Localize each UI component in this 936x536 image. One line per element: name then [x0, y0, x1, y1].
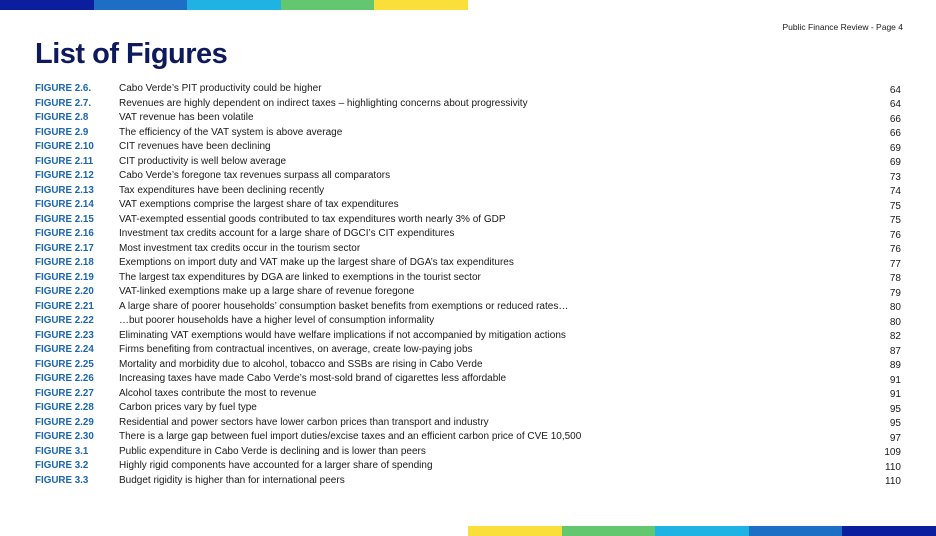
figure-entry[interactable]: [35, 140, 901, 155]
bottom-color-stripe: [468, 526, 936, 536]
figure-number: FIGURE 2.8: [35, 112, 89, 123]
figure-title: Public expenditure in Cabo Verde is declining and is lower than peers: [119, 445, 426, 457]
figure-page-number: 95: [889, 418, 901, 429]
stripe-segment: [562, 526, 656, 536]
figure-number: FIGURE 2.7.: [35, 97, 92, 109]
figure-entry[interactable]: [35, 271, 901, 286]
figure-page-number: 87: [889, 345, 901, 357]
figure-page-number: 91: [889, 374, 901, 386]
stripe-segment: [0, 0, 94, 10]
figure-page-number: 76: [889, 244, 901, 255]
figure-page-number: 77: [889, 258, 901, 270]
figure-page-number: 74: [889, 186, 901, 197]
figure-page-number: 82: [889, 331, 901, 342]
figure-title: Budget rigidity is higher than for international peers: [119, 474, 345, 486]
figure-entry[interactable]: [35, 198, 901, 213]
figure-number: FIGURE 2.27: [35, 387, 94, 399]
figure-title: Cabo Verde’s PIT productivity could be higher: [119, 83, 322, 94]
figure-page-number: 80: [889, 316, 901, 328]
figure-title: Tax expenditures have been declining recently: [119, 184, 325, 196]
page-title: List of Figures: [35, 38, 228, 70]
figure-entry[interactable]: [35, 82, 901, 97]
figure-page-number: 95: [889, 403, 901, 415]
figure-entry[interactable]: [35, 111, 901, 126]
figure-entry[interactable]: [35, 227, 901, 242]
figure-entry[interactable]: [35, 474, 901, 489]
figure-title: CIT productivity is well below average: [119, 155, 287, 167]
figure-number: FIGURE 2.17: [35, 242, 94, 254]
figure-number: FIGURE 2.11: [35, 155, 94, 167]
figure-entry[interactable]: [35, 256, 901, 271]
figure-page-number: 110: [885, 461, 901, 473]
stripe-segment: [187, 0, 281, 10]
figure-entry[interactable]: [35, 169, 901, 184]
figure-entry[interactable]: [35, 97, 901, 112]
figure-page-number: 69: [889, 157, 901, 168]
figure-page-number: 110: [885, 476, 901, 487]
figure-title: A large share of poorer households’ consumption basket benefits from exemptions or reduced rates…: [119, 300, 569, 312]
figure-number: FIGURE 2.30: [35, 431, 94, 442]
figure-entry[interactable]: [35, 372, 901, 387]
stripe-segment: [749, 526, 843, 536]
figure-entry[interactable]: [35, 300, 901, 315]
figure-page-number: 89: [889, 360, 901, 371]
figure-entry[interactable]: [35, 401, 901, 416]
figure-title: The largest tax expenditures by DGA are linked to exemptions in the tourist sector: [119, 271, 481, 283]
figure-number: FIGURE 2.19: [35, 271, 94, 283]
figure-title: VAT-exempted essential goods contributed to tax expenditures worth nearly 3% of GDP: [119, 213, 506, 225]
top-color-stripe: [0, 0, 468, 10]
figure-title: VAT exemptions comprise the largest share of tax expenditures: [119, 199, 399, 210]
figure-entry[interactable]: [35, 184, 901, 199]
figure-page-number: 64: [889, 84, 901, 96]
figure-page-number: 78: [889, 273, 901, 284]
figure-page-number: 79: [889, 287, 901, 299]
figure-title: Investment tax credits account for a large share of DGCI’s CIT expenditures: [119, 228, 455, 239]
figure-entry[interactable]: [35, 285, 901, 300]
figure-title: There is a large gap between fuel import duties/excise taxes and an efficient carbon price of CVE 10,500: [119, 431, 582, 442]
running-header: Public Finance Review - Page 4: [782, 22, 903, 32]
stripe-segment: [655, 526, 749, 536]
figure-title: Mortality and morbidity due to alcohol, tobacco and SSBs are rising in Cabo Verde: [119, 358, 483, 370]
figure-entry[interactable]: [35, 155, 901, 170]
figure-number: FIGURE 2.25: [35, 358, 94, 370]
figure-title: Residential and power sectors have lower carbon prices than transport and industry: [119, 416, 489, 428]
figure-page-number: 109: [884, 447, 901, 458]
figure-number: FIGURE 2.9: [35, 126, 89, 138]
figure-page-number: 66: [889, 128, 901, 139]
figure-title: Firms benefiting from contractual incentives, on average, create low-paying jobs: [119, 344, 473, 355]
figure-title: Revenues are highly dependent on indirect taxes – highlighting concerns about progressivity: [119, 97, 528, 109]
figure-title: Highly rigid components have accounted for a larger share of spending: [119, 460, 433, 471]
figure-title: Eliminating VAT exemptions would have welfare implications if not accompanied by mitigation actions: [119, 329, 566, 341]
figure-number: FIGURE 2.15: [35, 213, 94, 225]
figure-title: VAT-linked exemptions make up a large share of revenue foregone: [119, 286, 415, 297]
figure-title: Exemptions on import duty and VAT make up the largest share of DGA’s tax expenditures: [119, 257, 514, 268]
figure-number: FIGURE 2.20: [35, 286, 94, 297]
figure-page-number: 75: [889, 215, 901, 226]
figure-number: FIGURE 2.14: [35, 199, 94, 210]
figure-title: The efficiency of the VAT system is above average: [119, 126, 343, 138]
figure-entry[interactable]: [35, 343, 901, 358]
figure-number: FIGURE 2.21: [35, 300, 94, 312]
stripe-segment: [374, 0, 468, 10]
figure-number: FIGURE 2.18: [35, 257, 94, 268]
figure-entry[interactable]: [35, 329, 901, 344]
figure-title: Cabo Verde’s foregone tax revenues surpass all comparators: [119, 170, 391, 181]
figure-entry[interactable]: [35, 445, 901, 460]
figure-page-number: 66: [889, 113, 901, 125]
figure-number: FIGURE 3.2: [35, 460, 89, 471]
figure-number: FIGURE 2.22: [35, 315, 94, 326]
figure-page-number: 97: [889, 432, 901, 444]
figure-page-number: 80: [889, 302, 901, 313]
figure-entry[interactable]: [35, 416, 901, 431]
figure-number: FIGURE 2.10: [35, 141, 94, 152]
figure-number: FIGURE 2.12: [35, 170, 94, 181]
figure-entry[interactable]: [35, 213, 901, 228]
figure-title: Alcohol taxes contribute the most to revenue: [119, 387, 317, 399]
figure-entry[interactable]: [35, 314, 901, 329]
figure-title: …but poorer households have a higher level of consumption informality: [119, 315, 435, 326]
figure-number: FIGURE 3.1: [35, 445, 89, 457]
figure-list: [35, 82, 901, 488]
figure-page-number: 76: [889, 229, 901, 241]
stripe-segment: [281, 0, 375, 10]
figure-entry[interactable]: [35, 430, 901, 445]
figure-number: FIGURE 2.6.: [35, 83, 92, 94]
stripe-segment: [94, 0, 188, 10]
figure-number: FIGURE 2.16: [35, 228, 94, 239]
figure-number: FIGURE 2.26: [35, 373, 94, 384]
stripe-segment: [842, 526, 936, 536]
figure-title: Carbon prices vary by fuel type: [119, 402, 257, 413]
figure-number: FIGURE 3.3: [35, 474, 89, 486]
figure-page-number: 73: [889, 171, 901, 183]
figure-entry[interactable]: [35, 459, 901, 474]
figure-page-number: 91: [889, 389, 901, 400]
figure-entry[interactable]: [35, 242, 901, 257]
figure-title: CIT revenues have been declining: [119, 141, 271, 152]
figure-entry[interactable]: [35, 126, 901, 141]
figure-number: FIGURE 2.28: [35, 402, 94, 413]
figure-title: VAT revenue has been volatile: [119, 112, 254, 123]
figure-title: Most investment tax credits occur in the tourism sector: [119, 242, 361, 254]
figure-number: FIGURE 2.23: [35, 329, 94, 341]
figure-number: FIGURE 2.24: [35, 344, 94, 355]
figure-title: Increasing taxes have made Cabo Verde’s most-sold brand of cigarettes less affordable: [119, 373, 507, 384]
figure-number: FIGURE 2.13: [35, 184, 94, 196]
figure-entry[interactable]: [35, 358, 901, 373]
stripe-segment: [468, 526, 562, 536]
figure-number: FIGURE 2.29: [35, 416, 94, 428]
figure-entry[interactable]: [35, 387, 901, 402]
figure-page-number: 75: [889, 200, 901, 212]
figure-page-number: 64: [889, 99, 901, 110]
figure-page-number: 69: [889, 142, 901, 154]
